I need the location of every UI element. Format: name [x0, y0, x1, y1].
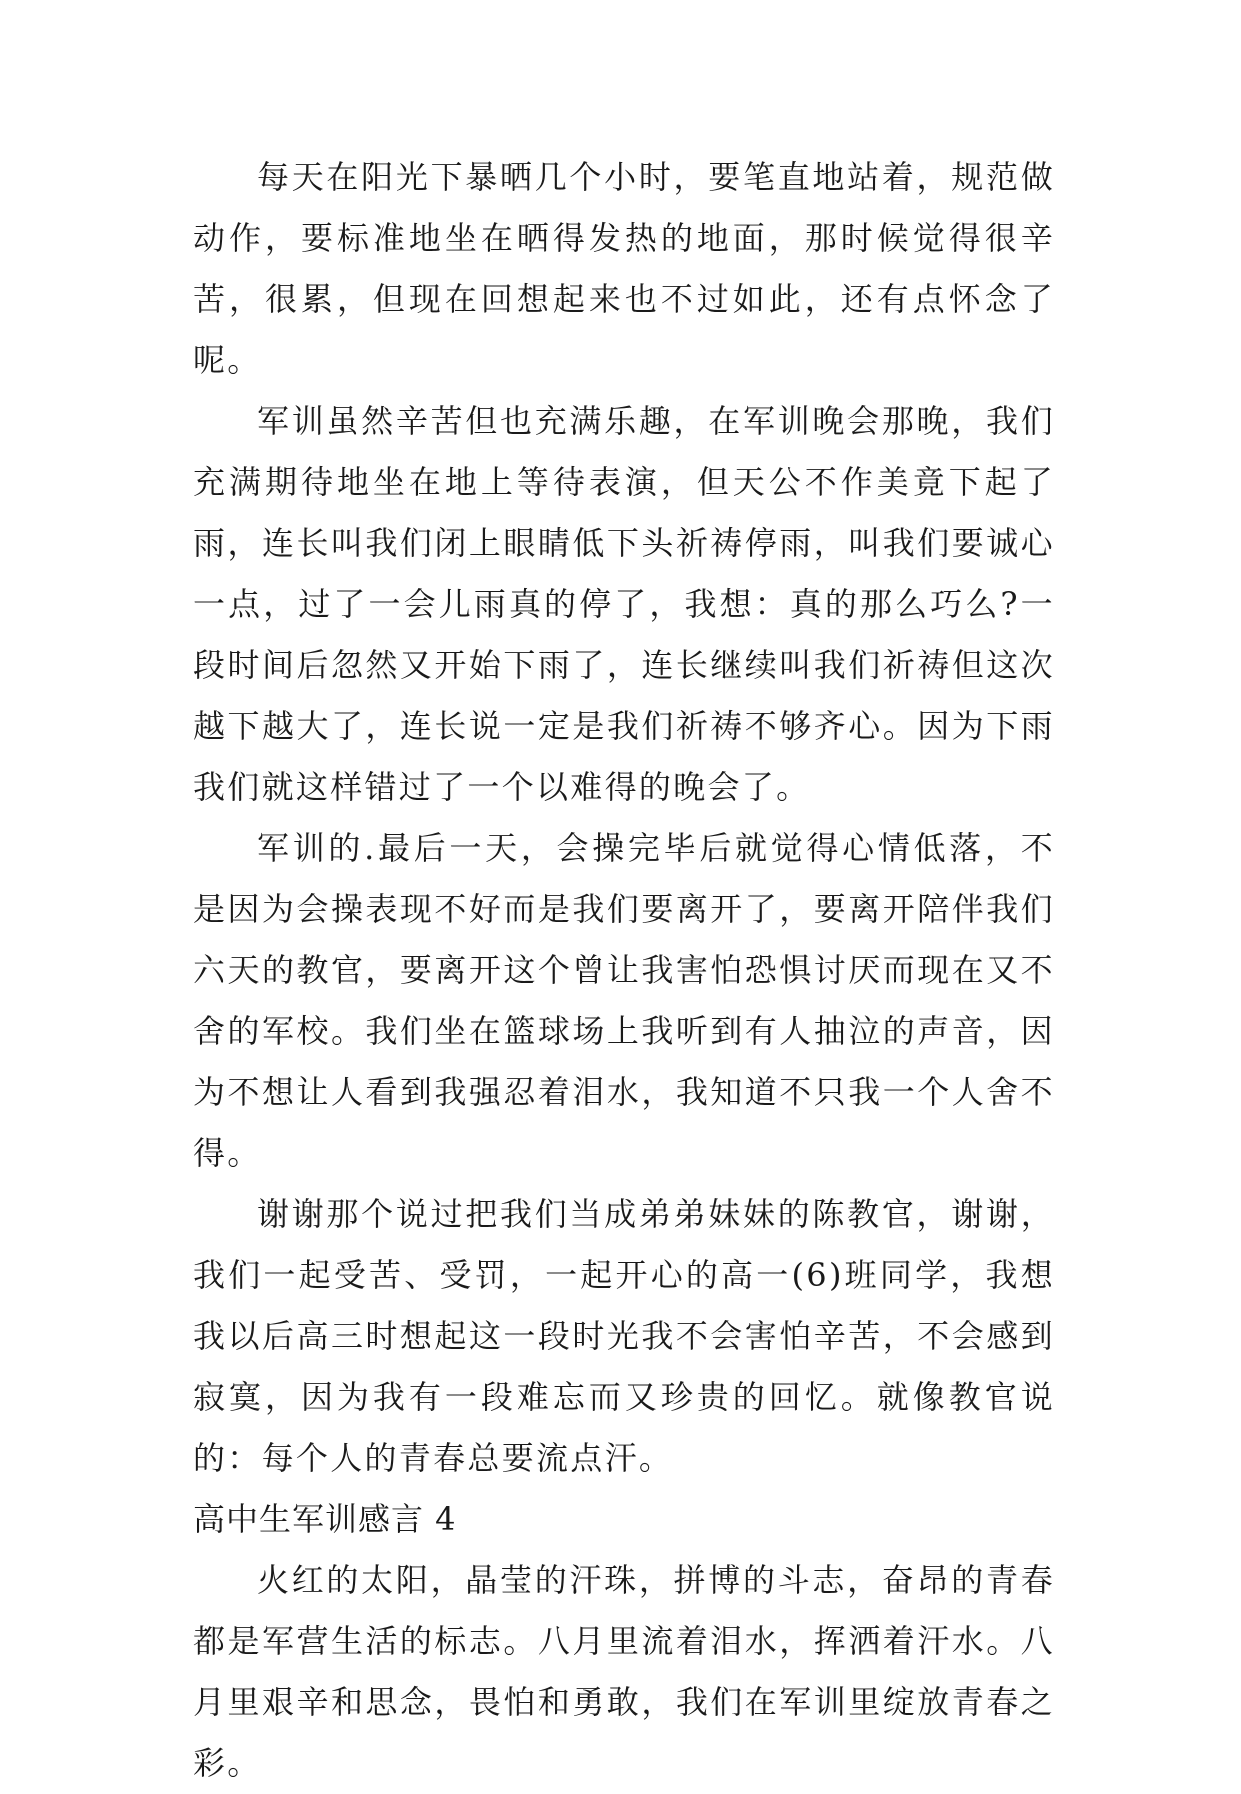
section-heading: 高中生军训感言 4: [193, 1500, 457, 1538]
paragraph-2: 军训虽然辛苦但也充满乐趣，在军训晚会那晚，我们充满期待地坐在地上等待表演，但天公不作美竟下起了雨，连长叫我们闭上眼睛低下头祈祷停雨，叫我们要诚心一点，过了一会儿雨真的停了，我想：真的那么巧么?一段时间后忽然又开始下雨了，连长继续叫我们祈祷但这次越下越大了，连长说一定是我们祈祷不够齐心。因为下雨我们就这样错过了一个以难得的晚会了。: [193, 402, 1055, 806]
paragraph-3: 军训的.最后一天，会操完毕后就觉得心情低落，不是因为会操表现不好而是我们要离开了，要离开陪伴我们六天的教官，要离开这个曾让我害怕恐惧讨厌而现在又不舍的军校。我们坐在篮球场上我听到有人抽泣的声音，因为不想让人看到我强忍着泪水，我知道不只我一个人舍不得。: [193, 829, 1055, 1172]
section-paragraph-1: 火红的太阳，晶莹的汗珠，拼博的斗志，奋昂的青春都是军营生活的标志。八月里流着泪水，挥洒着汗水。八月里艰辛和思念，畏怕和勇敢，我们在军训里绽放青春之彩。: [193, 1561, 1055, 1782]
paragraph-1: 每天在阳光下暴晒几个小时，要笔直地站着，规范做动作，要标准地坐在晒得发热的地面，那时候觉得很辛苦，很累，但现在回想起来也不过如此，还有点怀念了呢。: [193, 158, 1055, 379]
paragraph-4: 谢谢那个说过把我们当成弟弟妹妹的陈教官，谢谢，我们一起受苦、受罚，一起开心的高一(6)班同学，我想我以后高三时想起这一段时光我不会害怕辛苦，不会感到寂寞，因为我有一段难忘而又珍贵的回忆。就像教官说的：每个人的青春总要流点汗。: [193, 1195, 1055, 1477]
document-page: [193, 147, 1055, 1794]
